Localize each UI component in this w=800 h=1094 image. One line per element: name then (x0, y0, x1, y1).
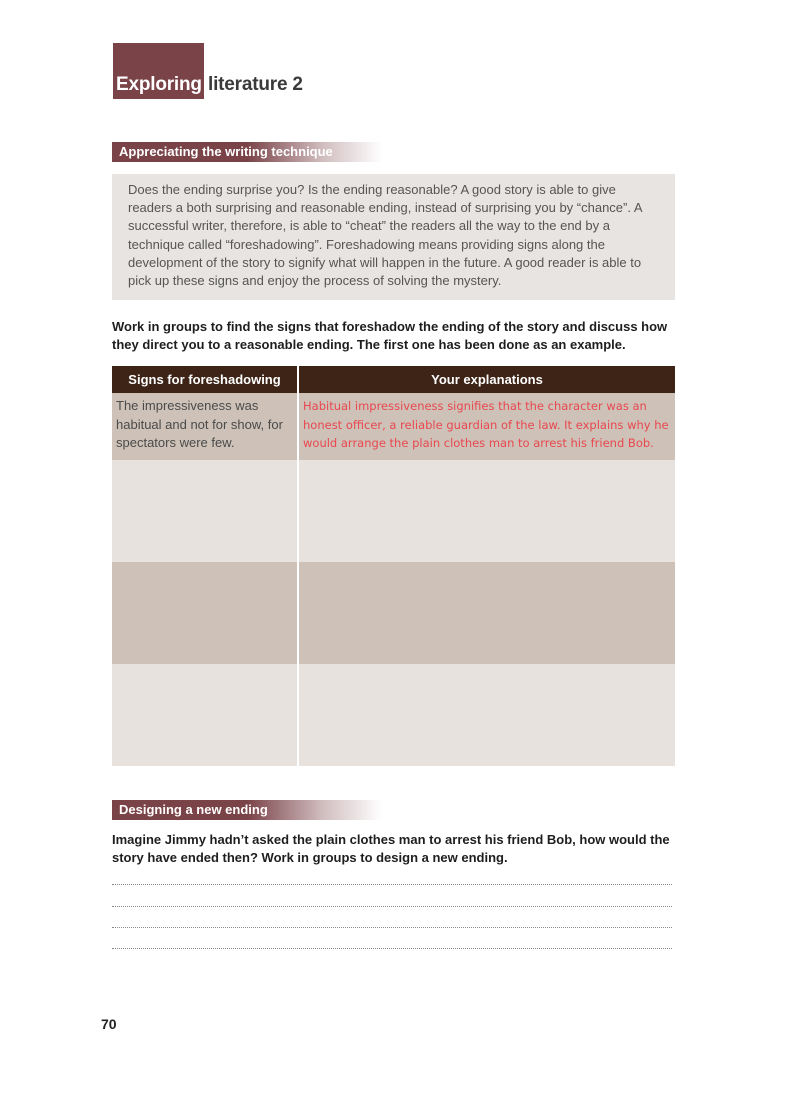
foreshadow-instruction: Work in groups to find the signs that foreshadow the ending of the story and discuss how they direct you to a reasonable ending. The first one has been done as an example. (112, 319, 668, 352)
intro-text-box (112, 174, 675, 300)
foreshadowing-table (112, 366, 675, 766)
table-row (112, 664, 675, 766)
header-title-literature: literature 2 (208, 74, 303, 95)
table-row (112, 393, 675, 460)
table-header-row (112, 366, 675, 393)
answer-line[interactable] (112, 948, 672, 949)
new-ending-instruction: Imagine Jimmy hadn’t asked the plain clothes man to arrest his friend Bob, how would the story have ended then? Work in groups to design a new ending. (112, 832, 670, 865)
answer-line[interactable] (112, 884, 672, 885)
table-row (112, 460, 675, 562)
blank-explanation-cell[interactable] (298, 664, 675, 766)
table-row (112, 562, 675, 664)
section-heading-label: Designing a new ending (119, 802, 268, 817)
example-explanation-cell: Habitual impressiveness signifies that the character was an honest officer, a reliable guardian of the law. It explains why he would arrange the plain clothes man to arrest his friend Bob. (298, 393, 675, 460)
blank-explanation-cell[interactable] (298, 562, 675, 664)
page-number: 70 (101, 1016, 117, 1032)
section-heading-new-ending (112, 800, 382, 820)
blank-sign-cell[interactable] (112, 460, 298, 562)
blank-sign-cell[interactable] (112, 664, 298, 766)
header-title-exploring: Exploring (116, 74, 202, 95)
blank-explanation-cell[interactable] (298, 460, 675, 562)
section-heading-label: Appreciating the writing technique (119, 144, 333, 159)
answer-line[interactable] (112, 906, 672, 907)
intro-paragraph: Does the ending surprise you? Is the ending reasonable? A good story is able to give readers a both surprising and reasonable ending, instead of surprising you by “chance”. A successful writer, therefore, is able to “cheat” the readers all the way to the end by a technique called “foreshadowing”. Foreshadowing means providing signs along the development of the story to signify what will happen in the future. A good reader is able to pick up these signs and enjoy the process of solving the mystery. (128, 182, 642, 289)
example-sign-cell: The impressiveness was habitual and not for show, for spectators were few. (112, 393, 298, 460)
column-header-signs: Signs for foreshadowing (112, 366, 298, 393)
blank-sign-cell[interactable] (112, 562, 298, 664)
answer-line[interactable] (112, 927, 672, 928)
section-heading-writing-technique (112, 142, 382, 162)
column-header-explanations: Your explanations (298, 366, 675, 393)
